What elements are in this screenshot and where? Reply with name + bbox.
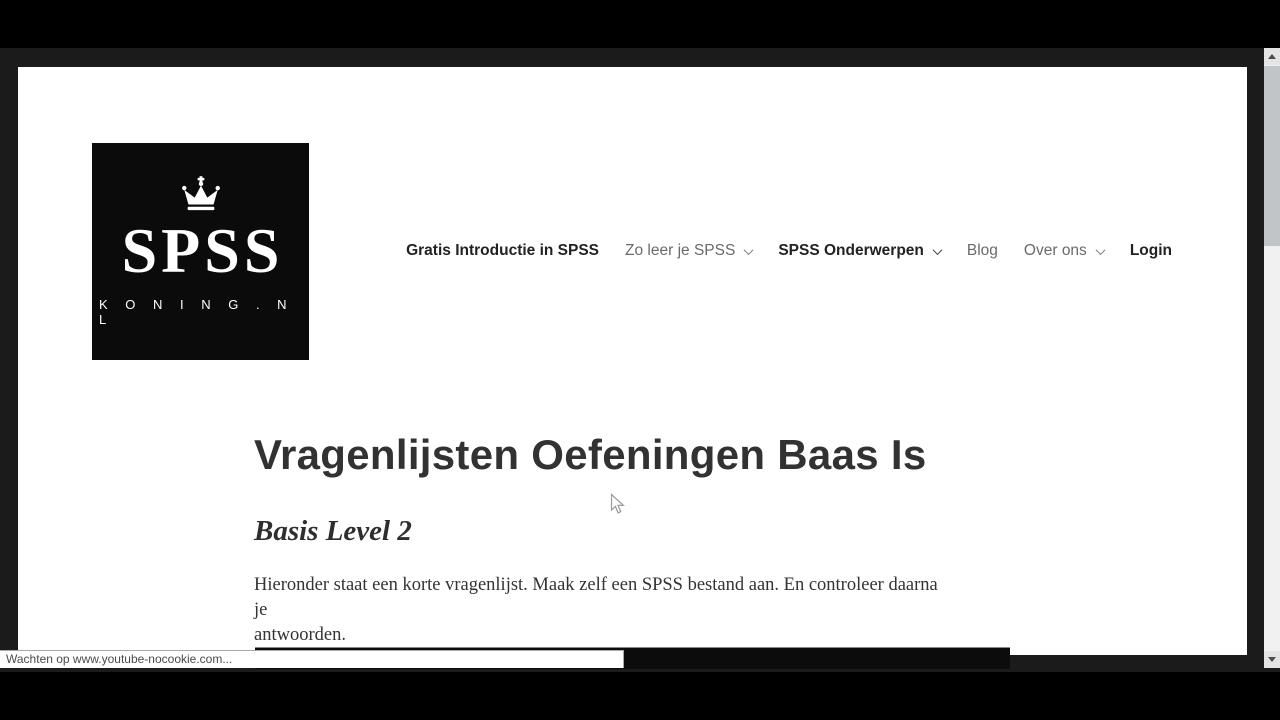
nav-item-zo-leer-je-spss[interactable] (625, 242, 752, 260)
site-nav (406, 239, 1172, 263)
nav-item-over-ons[interactable] (1024, 242, 1104, 260)
chevron-down-icon (1095, 245, 1105, 255)
letterbox-top (0, 0, 1280, 48)
nav-item-blog[interactable] (967, 242, 998, 260)
webpage (18, 67, 1247, 655)
intro-paragraph-line: antwoorden. (254, 625, 346, 645)
scrollbar-thumb[interactable] (1264, 66, 1280, 246)
nav-item-label: SPSS Onderwerpen (778, 242, 924, 259)
intro-paragraph-line: Hieronder staat een korte vragenlijst. Maak zelf een SPSS bestand aan. En controleer daarna je (254, 575, 938, 620)
nav-item-label: Gratis Introductie in SPSS (406, 242, 600, 259)
logo-subtitle: K O N I N G . N L (99, 297, 294, 327)
nav-item-login[interactable] (1130, 242, 1172, 260)
triangle-up-icon (1268, 54, 1276, 59)
scroll-up-button[interactable] (1264, 48, 1280, 65)
triangle-down-icon (1268, 657, 1276, 662)
status-bubble: Wachten op www.youtube-nocookie.com... (0, 650, 624, 668)
site-logo[interactable] (92, 143, 309, 360)
scroll-down-button[interactable] (1264, 651, 1280, 668)
page-title: Vragenlijsten Oefeningen Baas Is (254, 431, 927, 478)
scrollbar[interactable] (1264, 48, 1280, 668)
nav-item-label: Over ons (1023, 242, 1087, 259)
chevron-down-icon (744, 245, 754, 255)
nav-item-label: Login (1129, 242, 1172, 259)
nav-item-spss-onderwerpen[interactable] (778, 242, 941, 260)
nav-item-label: Zo leer je SPSS (625, 242, 736, 259)
nav-item-label: Blog (966, 242, 998, 259)
nav-item-gratis-introductie[interactable] (406, 242, 599, 260)
intro-paragraph (254, 573, 954, 648)
section-title: Basis Level 2 (254, 515, 412, 547)
logo-title: SPSS (121, 215, 284, 286)
letterbox-bottom (0, 672, 1280, 720)
chevron-down-icon (932, 245, 942, 255)
crown-icon (178, 176, 224, 217)
